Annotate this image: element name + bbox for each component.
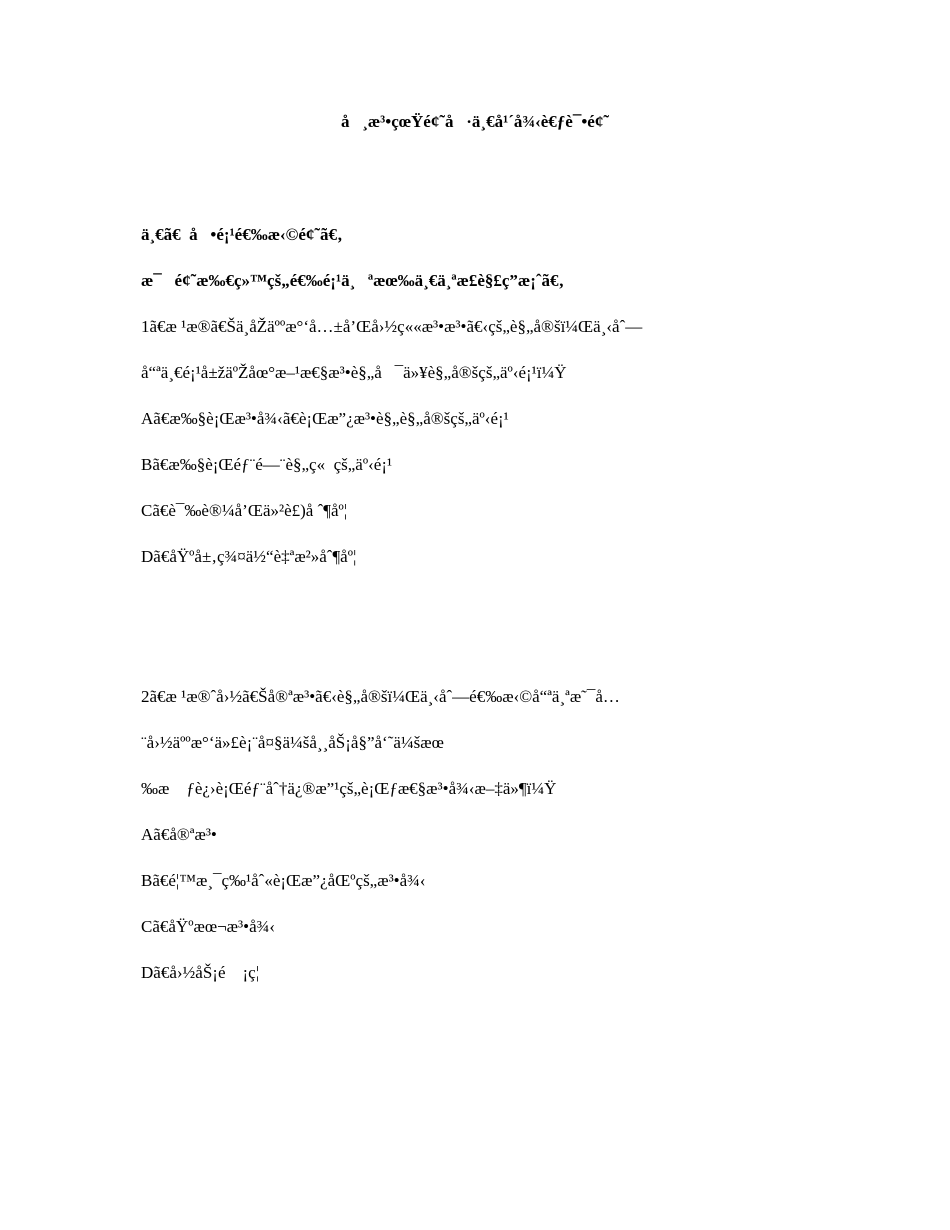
question-2-option-d: Dã€å›½åŠ¡é ¡ç¦ — [141, 963, 260, 982]
question-1-stem-line-1: 1ã€æ ¹æ®ã€Šä¸åŽäººæ°‘å…±å’Œå›½ç««æ³•æ³•ã€‹çš„è§„å®šï¼Œä¸‹åˆ— — [141, 317, 643, 336]
question-2-stem-line-3: ‰æ ƒè¿›è¡Œéƒ¨åˆ†ä¿®æ”¹çš„è¡Œƒæ€§æ³•å¾‹æ–‡ä»¶ï¼Ÿ — [141, 779, 557, 798]
question-2-stem-line-1: 2ã€æ ¹æ®ˆå›½ã€Šå®ªæ³•ã€‹è§„å®šï¼Œä¸‹åˆ—é€‰æ‹©å“ªä¸ªæ˜¯å… — [141, 687, 620, 706]
question-1-stem-line-2: å“ªä¸€é¡¹å±žäºŽåœ°æ–¹æ€§æ³•è§„å ¯ä»¥è§„å®šçš„äº‹é¡¹ï¼Ÿ — [141, 363, 567, 382]
question-1-option-a: Aã€æ‰§è¡Œæ³•å¾‹ã€è¡Œæ”¿æ³•è§„è§„å®šçš„äº‹é¡¹ — [141, 409, 509, 428]
question-2-option-c: Cã€åŸºæœ¬æ³•å¾‹ — [141, 917, 276, 936]
question-2-option-a: Aã€å®ªæ³• — [141, 825, 217, 844]
question-1-option-d: Dã€åŸºå±‚ç¾¤ä½“è‡ªæ²»åˆ¶åº¦ — [141, 547, 357, 566]
question-2-stem-line-2: ¨å›½äººæ°‘ä»£è¡¨å¤§ä¼šå¸¸åŠ¡å§”å‘˜ä¼šæœ — [141, 733, 444, 752]
question-1-option-c: Cã€è¯‰è®¼å’Œä»²è£)å ˆ¶åº¦ — [141, 501, 348, 520]
document-title: å ¸æ³•çœŸé¢˜å ·ä¸€å¹´å¾‹è€ƒè¯•é¢˜ — [340, 112, 610, 131]
section-instruction: æ¯ é¢˜æ‰€ç»™çš„é€‰é¡¹ä¸ ªæœ‰ä¸€ä¸ªæ£è§£ç”æ¡ˆã€‚ — [141, 271, 565, 290]
section-heading: ä¸€ã€ å •é¡¹é€‰æ‹©é¢˜ã€‚ — [141, 225, 343, 244]
question-2-option-b: Bã€é¦™æ¸¯ç‰¹åˆ«è¡Œæ”¿åŒºçš„æ³•å¾‹ — [141, 871, 426, 890]
question-1-option-b: Bã€æ‰§è¡Œéƒ¨é—¨è§„ç« çš„äº‹é¡¹ — [141, 455, 393, 474]
